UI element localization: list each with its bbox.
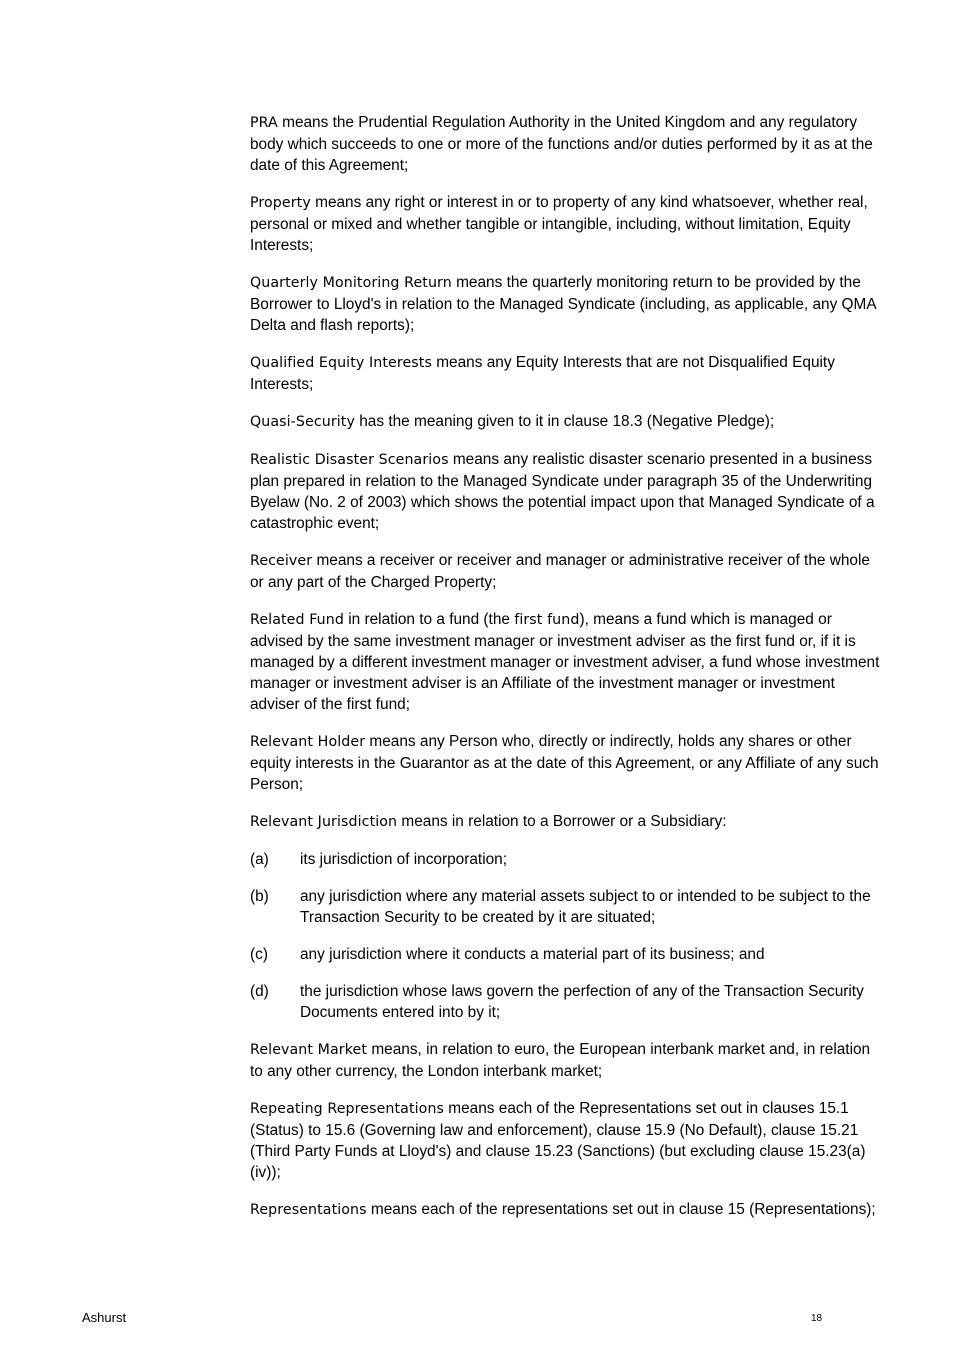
list-item <box>250 981 886 1023</box>
definition-quasi-security <box>250 411 886 433</box>
list-label: (c) <box>250 946 268 963</box>
definition-qualified-equity-interests <box>250 352 886 395</box>
defined-term: Qualified Equity Interests <box>250 355 432 371</box>
document-body <box>250 112 886 1237</box>
definition-pra <box>250 112 886 176</box>
definition-text: means in relation to a Borrower or a Subsidiary: <box>397 813 727 830</box>
defined-term: Relevant Market <box>250 1042 368 1058</box>
definition-realistic-disaster-scenarios <box>250 449 886 534</box>
definition-text: has the meaning given to it in clause 18.3 (Negative Pledge); <box>354 413 775 430</box>
definition-text: means the quarterly monitoring return to be provided by the Borrower to Lloyd's in relation to the Managed Syndicate (including, as applicable, any QMA Delta and flash reports); <box>250 274 876 334</box>
defined-term: PRA <box>250 115 278 131</box>
definition-text: means a receiver or receiver and manager or administrative receiver of the whole or any part of the Charged Property; <box>250 552 870 591</box>
list-item <box>250 849 886 870</box>
definition-quarterly-monitoring-return <box>250 272 886 336</box>
definition-property <box>250 192 886 256</box>
definition-relevant-market <box>250 1039 886 1082</box>
defined-term: Property <box>250 195 311 211</box>
definition-relevant-jurisdiction <box>250 811 886 833</box>
defined-term: Relevant Holder <box>250 734 366 750</box>
list-label: (b) <box>250 888 269 905</box>
defined-term: Repeating Representations <box>250 1101 445 1117</box>
definition-text: means any right or interest in or to property of any kind whatsoever, whether real, personal or mixed and whether tangible or intangible, including, without limitation, Equity Interests; <box>250 194 868 254</box>
definition-repeating-representations <box>250 1098 886 1183</box>
defined-term: Relevant Jurisdiction <box>250 814 398 830</box>
definition-text: means each of the representations set out in clause 15 (Representations); <box>366 1201 876 1218</box>
list-text: the jurisdiction whose laws govern the perfection of any of the Transaction Security Documents entered into by it; <box>300 983 864 1021</box>
definition-text: means any Person who, directly or indirectly, holds any shares or other equity interests in the Guarantor as at the date of this Agreement, or any Affiliate of any such Person; <box>250 733 879 793</box>
list-item <box>250 886 886 928</box>
definition-text: in relation to a fund (the <box>343 611 515 628</box>
list-text: any jurisdiction where it conducts a material part of its business; and <box>300 946 765 963</box>
definition-text: means any Equity Interests that are not Disqualified Equity Interests; <box>250 354 835 393</box>
definition-representations <box>250 1199 886 1221</box>
defined-term: Receiver <box>250 553 313 569</box>
definition-text: means the Prudential Regulation Authority in the United Kingdom and any regulatory body which succeeds to one or more of the functions and/or duties performed by it as at the date of this Agreement; <box>250 114 873 174</box>
list-text: any jurisdiction where any material assets subject to or intended to be subject to the Transaction Security to be created by it are situated; <box>300 888 871 926</box>
list-item <box>250 944 886 965</box>
defined-term: Quarterly Monitoring Return <box>250 275 452 291</box>
list-label: (d) <box>250 983 269 1000</box>
defined-term: Related Fund <box>250 612 344 628</box>
definition-text: means each of the Representations set out in clauses 15.1 (Status) to 15.6 (Governing law and enforcement), clause 15.9 (No Default), clause 15.21 (Third Party Funds at Lloyd's) and clause 15.23 (Sanctions) (but excluding clause 15.23(a)(iv)); <box>250 1100 866 1181</box>
list-text: its jurisdiction of incorporation; <box>300 851 508 868</box>
definition-text: means any realistic disaster scenario presented in a business plan prepared in relation to the Managed Syndicate under paragraph 35 of the Underwriting Byelaw (No. 2 of 2003) which shows the potential impact upon that Managed Syndicate of a catastrophic event; <box>250 451 875 532</box>
defined-term: Realistic Disaster Scenarios <box>250 452 449 468</box>
list-label: (a) <box>250 851 269 868</box>
defined-term: Quasi-Security <box>250 414 355 430</box>
definition-related-fund <box>250 609 886 715</box>
definition-receiver <box>250 550 886 593</box>
footer-firm-name: Ashurst <box>82 1310 127 1325</box>
page-number: 18 <box>811 1313 823 1324</box>
defined-term: Representations <box>250 1202 367 1218</box>
definition-relevant-holder <box>250 731 886 795</box>
inner-defined-term: first fund <box>514 612 580 628</box>
definition-text: ), means a fund which is managed or advised by the same investment manager or investment adviser as the first fund or, if it is managed by a different investment manager or investment adviser, a fund whose investment manager or investment adviser is an Affiliate of the investment manager or investment adviser of the first fund; <box>250 611 880 713</box>
definition-text: means, in relation to euro, the European interbank market and, in relation to any other currency, the London interbank market; <box>250 1041 871 1080</box>
